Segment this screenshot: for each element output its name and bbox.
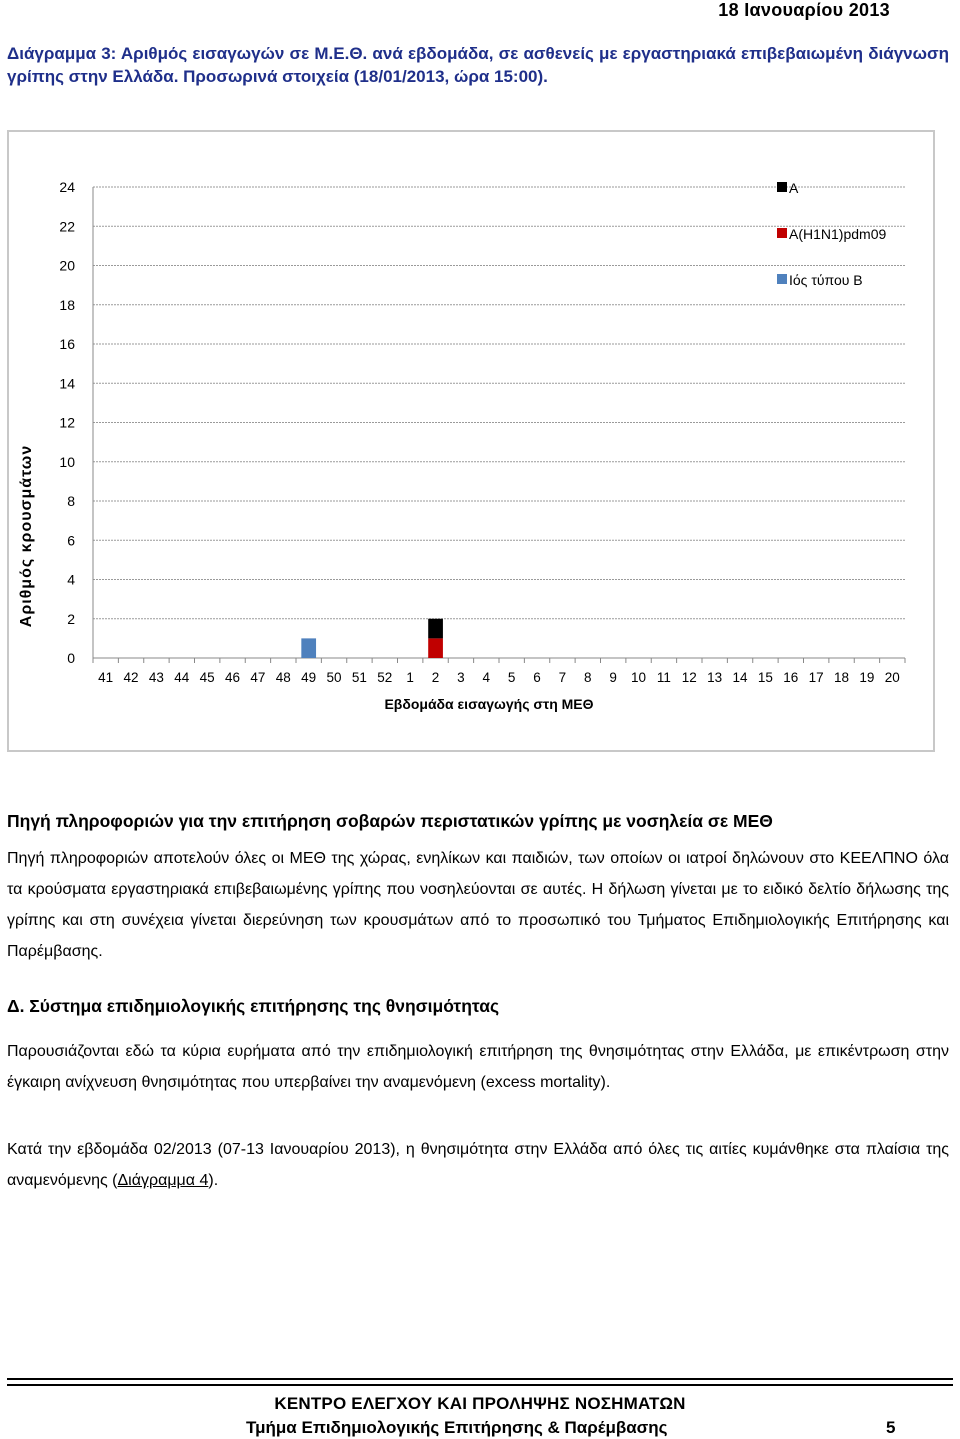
- x-tick-label: 42: [123, 670, 139, 685]
- icu-source-text: Πηγή πληροφοριών αποτελούν όλες οι ΜΕΘ της χώρας, ενηλίκων και παιδιών, των οποίων οι ιατροί δηλώνουν στο ΚΕΕΛΠΝΟ όλα τα κρούσματα εργαστηριακά επιβεβαιωμένης γρίπης που νοσηλεύονται σε αυτές. Η δήλωση γίνεται με το ειδικό δελτίο δήλωσης της γρίπης και στη συνέχεια γίνεται διερεύνηση των κρουσμάτων από το προσωπικό του Τμήματος Επιδημιολογικής Επιτήρησης και Παρέμβασης.: [7, 850, 949, 960]
- legend-swatch: [777, 182, 787, 192]
- y-axis-title: Αριθμός κρουσμάτων: [18, 444, 35, 628]
- y-tick-label: 10: [59, 453, 75, 470]
- y-tick-label: 24: [59, 179, 75, 195]
- x-tick-label: 13: [707, 670, 723, 685]
- x-tick-label: 6: [533, 670, 541, 685]
- mortality-heading: Δ. Σύστημα επιδημιολογικής επιτήρησης της θνησιμότητας: [7, 996, 500, 1016]
- x-tick-label: 20: [884, 670, 900, 685]
- y-tick-label: 20: [59, 257, 75, 274]
- week-text-end: ).: [208, 1172, 219, 1189]
- x-tick-label: 7: [558, 670, 567, 685]
- chart-frame: [7, 130, 935, 752]
- y-tick-label: 18: [59, 296, 75, 313]
- x-axis-title: Εβδομάδα εισαγωγής στη ΜΕΘ: [384, 696, 594, 712]
- x-tick-label: 15: [757, 670, 773, 685]
- x-tick-label: 9: [609, 670, 617, 685]
- legend-swatch: [777, 228, 787, 238]
- y-tick-label: 8: [67, 493, 75, 509]
- footer-divider: [7, 1378, 953, 1386]
- x-tick-label: 50: [326, 670, 342, 685]
- y-tick-label: 2: [67, 610, 75, 627]
- mortality-text: Παρουσιάζονται εδώ τα κύρια ευρήματα από την επιδημιολογική επιτήρηση της θνησιμότητας στην Ελλάδα, με επικέντρωση στην έγκαιρη ανίχνευση θνησιμότητας που υπερβαίνει την αναμενόμενη (excess mortality).: [7, 1043, 949, 1091]
- x-tick-label: 44: [174, 670, 190, 685]
- x-tick-label: 18: [834, 670, 850, 685]
- x-tick-label: 41: [98, 670, 114, 685]
- x-tick-label: 3: [457, 670, 465, 685]
- legend-label: A: [789, 180, 799, 196]
- x-tick-label: 43: [148, 670, 164, 685]
- x-tick-label: 51: [351, 670, 367, 685]
- figure-caption: [7, 42, 949, 88]
- y-tick-label: 12: [59, 414, 75, 431]
- x-tick-label: 16: [783, 670, 799, 685]
- bar: [301, 638, 316, 658]
- x-tick-label: 8: [584, 670, 592, 685]
- x-tick-label: 2: [431, 670, 440, 685]
- header-date: 18 Ιανουαρίου 2013: [718, 0, 890, 20]
- x-tick-label: 47: [250, 670, 266, 685]
- legend-swatch: [777, 274, 787, 284]
- caption-text: Αριθμός εισαγωγών σε Μ.Ε.Θ. ανά εβδομάδα, σε ασθενείς με εργαστηριακά επιβεβαιωμένη διάγνωση γρίπης στην Ελλάδα. Προσωρινά στοιχεία (18/01/2013, ώρα 15:00).: [7, 44, 949, 86]
- x-tick-label: 19: [859, 670, 875, 685]
- diagram-4-link[interactable]: Διάγραμμα 4: [117, 1172, 209, 1189]
- x-tick-label: 10: [631, 670, 647, 685]
- y-tick-label: 0: [67, 650, 75, 666]
- x-tick-label: 1: [406, 670, 414, 685]
- x-tick-label: 14: [732, 670, 748, 685]
- week-summary-text: [7, 1134, 949, 1196]
- y-tick-label: 14: [59, 375, 75, 392]
- x-tick-label: 48: [275, 670, 291, 685]
- footer-department: Τμήμα Επιδημιολογικής Επιτήρησης & Παρέμβασης: [246, 1418, 668, 1437]
- x-tick-label: 52: [377, 670, 393, 685]
- legend-label: Ιός τύπου Β: [789, 272, 863, 288]
- week-text-start: Κατά την εβδομάδα 02/2013 (07-13 Ιανουαρίου 2013), η θνησιμότητα στην Ελλάδα από όλες τις αιτίες κυμάνθηκε στα πλαίσια της αναμενόμενης (: [7, 1141, 949, 1189]
- page-number: 5: [886, 1418, 896, 1437]
- y-tick-label: 4: [67, 571, 75, 588]
- x-tick-label: 11: [656, 670, 671, 685]
- bar: [428, 619, 443, 639]
- legend-label: A(H1N1)pdm09: [789, 226, 887, 242]
- x-tick-label: 17: [808, 670, 824, 685]
- x-tick-label: 46: [225, 670, 241, 685]
- y-tick-label: 6: [67, 532, 75, 549]
- x-tick-label: 45: [199, 670, 215, 685]
- footer-organization: ΚΕΝΤΡΟ ΕΛΕΓΧΟΥ ΚΑΙ ΠΡΟΛΗΨΗΣ ΝΟΣΗΜΑΤΩΝ: [274, 1394, 686, 1413]
- x-tick-label: 49: [301, 670, 317, 685]
- x-tick-label: 5: [507, 670, 516, 685]
- y-tick-label: 22: [59, 218, 75, 235]
- x-tick-label: 12: [681, 670, 697, 685]
- icu-source-heading: Πηγή πληροφοριών για την επιτήρηση σοβαρών περιστατικών γρίπης με νοσηλεία σε ΜΕΘ: [7, 811, 773, 831]
- bar: [428, 638, 443, 658]
- caption-lead: Διάγραμμα 3:: [7, 44, 117, 63]
- y-tick-label: 16: [59, 336, 75, 352]
- x-tick-label: 4: [482, 670, 491, 685]
- icu-admissions-chart: [9, 132, 933, 750]
